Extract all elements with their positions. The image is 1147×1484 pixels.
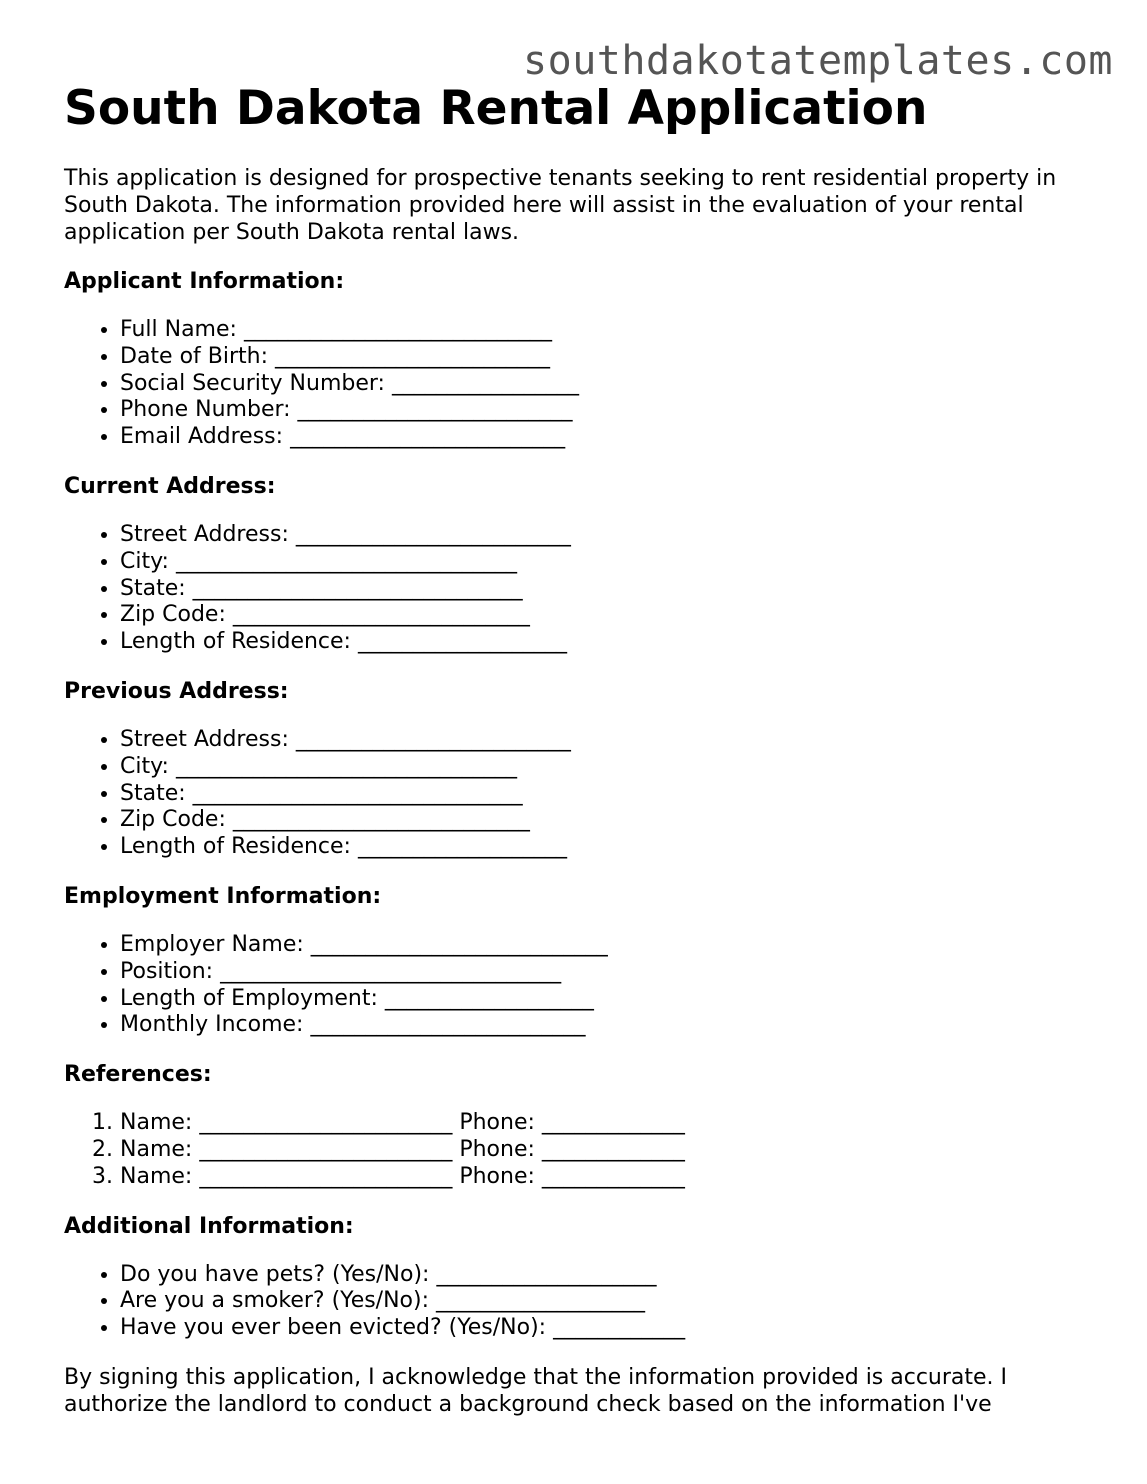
- field-blank[interactable]: _________________________: [295, 521, 571, 547]
- field-blank[interactable]: ____________________: [436, 1261, 657, 1287]
- reference-phone-blank[interactable]: _____________: [541, 1163, 685, 1189]
- field-label: Monthly Income:: [120, 1012, 304, 1038]
- reference-name-label: Name:: [120, 1136, 193, 1162]
- field-label: Zip Code:: [120, 807, 226, 833]
- field-label: Date of Birth:: [120, 343, 269, 369]
- reference-name-label: Name:: [120, 1163, 193, 1189]
- field-label: Phone Number:: [120, 397, 291, 423]
- field-blank[interactable]: ___________________: [357, 834, 567, 860]
- field-blank[interactable]: ___________________: [436, 1288, 646, 1314]
- field-blank[interactable]: _________________________: [290, 424, 566, 450]
- additional-fields: [64, 1262, 1094, 1342]
- field-current-length: [120, 629, 1094, 656]
- field-previous-city: [120, 754, 1094, 781]
- intro-paragraph: This application is designed for prospective tenants seeking to rent residential property in South Dakota. The information provided here will assist in the evaluation of your rental application per South Dakota rental laws.: [64, 166, 1057, 245]
- field-blank[interactable]: _______________________________: [175, 548, 517, 574]
- page-title: South Dakota Rental Application: [64, 81, 928, 136]
- field-label: Street Address:: [120, 521, 289, 547]
- previous-address-heading: Previous Address:: [64, 678, 289, 704]
- field-label: Full Name:: [120, 317, 237, 342]
- reference-name-label: Name:: [120, 1110, 193, 1136]
- field-monthly-income: [120, 1012, 1094, 1039]
- field-label: Are you a smoker? (Yes/No):: [120, 1288, 430, 1314]
- employment-fields: [64, 932, 1094, 1039]
- field-full-name: [120, 317, 1094, 344]
- reference-name-blank[interactable]: _______________________: [199, 1110, 453, 1136]
- field-pets: [120, 1262, 1094, 1289]
- reference-phone-blank[interactable]: _____________: [541, 1110, 685, 1136]
- watermark: southdakotatemplates.com: [523, 38, 1113, 84]
- field-label: City:: [120, 548, 169, 574]
- field-blank[interactable]: ___________________: [384, 985, 594, 1011]
- references-list: [64, 1110, 1094, 1190]
- field-blank[interactable]: ___________________________: [232, 602, 530, 628]
- reference-item-1: [120, 1110, 1094, 1137]
- field-previous-zip: [120, 807, 1094, 834]
- references-heading: References:: [64, 1062, 212, 1088]
- field-label: Do you have pets? (Yes/No):: [120, 1261, 430, 1287]
- field-position: [120, 959, 1094, 986]
- reference-phone-label: Phone:: [459, 1163, 535, 1189]
- field-current-zip: [120, 602, 1094, 629]
- field-label: Position:: [120, 958, 214, 984]
- field-email-address: [120, 424, 1094, 451]
- reference-item-3: [120, 1164, 1094, 1191]
- field-blank[interactable]: ___________________: [357, 629, 567, 655]
- applicant-fields: [64, 317, 1094, 451]
- closing-paragraph: By signing this application, I acknowledge that the information provided is accurate. I authorize the landlord to conduct a background check based on the information I've: [64, 1364, 1008, 1417]
- field-phone-number: [120, 397, 1094, 424]
- field-blank[interactable]: ____________________________: [243, 317, 552, 342]
- field-blank[interactable]: _________________: [391, 370, 579, 396]
- field-length-employment: [120, 986, 1094, 1013]
- field-blank[interactable]: _______________________________: [220, 958, 562, 984]
- field-current-street: [120, 522, 1094, 549]
- field-previous-street: [120, 727, 1094, 754]
- field-label: Social Security Number:: [120, 370, 385, 396]
- field-previous-length: [120, 834, 1094, 861]
- field-label: Length of Residence:: [120, 629, 351, 655]
- field-label: Zip Code:: [120, 602, 226, 628]
- field-date-of-birth: [120, 344, 1094, 371]
- field-employer-name: [120, 932, 1094, 959]
- field-label: City:: [120, 753, 169, 779]
- field-previous-state: [120, 781, 1094, 808]
- field-blank[interactable]: _________________________: [275, 343, 551, 369]
- field-blank[interactable]: ______________________________: [192, 780, 523, 806]
- field-smoker: [120, 1288, 1094, 1315]
- reference-phone-label: Phone:: [459, 1110, 535, 1136]
- field-ssn: [120, 371, 1094, 398]
- applicant-heading: Applicant Information:: [64, 269, 345, 294]
- field-label: Employer Name:: [120, 931, 304, 957]
- field-blank[interactable]: ______________________________: [192, 575, 523, 601]
- field-blank[interactable]: _________________________: [295, 726, 571, 752]
- reference-name-blank[interactable]: _______________________: [199, 1136, 453, 1162]
- field-current-state: [120, 576, 1094, 603]
- field-evicted: [120, 1315, 1094, 1342]
- field-blank[interactable]: _________________________: [297, 397, 573, 423]
- previous-address-fields: [64, 727, 1094, 861]
- field-label: Have you ever been evicted? (Yes/No):: [120, 1315, 547, 1341]
- reference-phone-blank[interactable]: _____________: [541, 1136, 685, 1162]
- current-address-heading: Current Address:: [64, 473, 276, 499]
- field-blank[interactable]: ___________________________: [232, 807, 530, 833]
- field-blank[interactable]: _______________________________: [175, 753, 517, 779]
- document-page: [64, 80, 1094, 1418]
- field-label: State:: [120, 780, 186, 806]
- reference-item-2: [120, 1137, 1094, 1164]
- field-label: Street Address:: [120, 726, 289, 752]
- field-blank[interactable]: ___________________________: [310, 931, 608, 957]
- reference-name-blank[interactable]: _______________________: [199, 1163, 453, 1189]
- field-blank[interactable]: _________________________: [310, 1012, 586, 1038]
- additional-heading: Additional Information:: [64, 1213, 354, 1239]
- reference-phone-label: Phone:: [459, 1136, 535, 1162]
- field-label: Length of Employment:: [120, 985, 378, 1011]
- field-label: State:: [120, 575, 186, 601]
- current-address-fields: [64, 522, 1094, 656]
- employment-heading: Employment Information:: [64, 883, 382, 909]
- field-current-city: [120, 549, 1094, 576]
- field-blank[interactable]: ____________: [553, 1315, 686, 1341]
- field-label: Length of Residence:: [120, 834, 351, 860]
- field-label: Email Address:: [120, 424, 284, 450]
